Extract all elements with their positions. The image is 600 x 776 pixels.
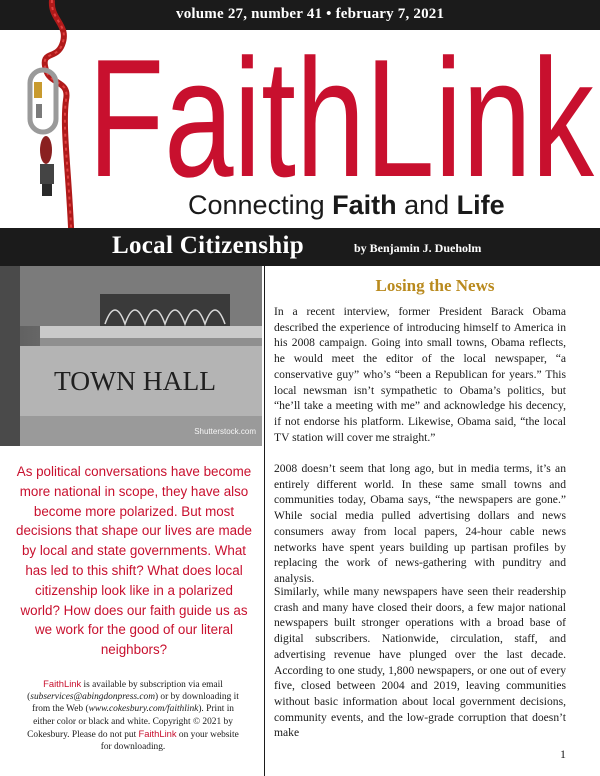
page-number: 1: [560, 747, 566, 761]
issue-title: Local Citizenship: [112, 232, 304, 259]
title-banner: [0, 228, 600, 266]
intro-text: As political conversations have become more national in scope, they have also become more polarized. But most decisions that shape our lives are made by local and state governments. What has led to this shift? What does local citizenship look like in a polarized world? How does our faith guide us as we work for the good of our literal neighbors?: [16, 464, 252, 658]
email-address: subservices@abingdonpress.com: [30, 692, 155, 703]
column-divider: [264, 266, 265, 776]
web-address: www.cokesbury.com/faithlink: [88, 704, 199, 715]
subscription-notice: [24, 678, 242, 753]
notice-text: ). Print in either color or black and white. Copyright © 2021 by Cokesbury. Please do not put: [27, 704, 234, 740]
article-paragraph: In a recent interview, former President Barack Obama described the experience of introducing himself to America in his 2008 campaign. Going into small towns, Obama reflects, he would meet the editor of the local newspaper, “a conservative guy” who’s “been a Republican for years.” This local newsman isn’t sympathetic to Obama’s politics, but “he’ll take a meeting with me” and acknowledge his decency, if not endorse his platform. Likewise, Obama said, “the local TV station will cover me straight.”: [274, 305, 566, 444]
tagline-and: and: [396, 190, 457, 220]
notice-text: ) or by downloading it from the Web (: [31, 692, 239, 715]
sign-text: TOWN HALL: [54, 366, 216, 396]
photo-watermark: Shutterstock.com: [194, 427, 256, 436]
article-heading: Losing the News: [375, 276, 495, 295]
tagline-faith: Faith: [332, 190, 397, 220]
town-hall-image: [0, 266, 262, 446]
tagline-life: Life: [456, 190, 505, 220]
notice-text: is available by subscription via email (: [27, 680, 223, 703]
author-byline: by Benjamin J. Dueholm: [354, 241, 482, 255]
article-paragraph: Similarly, while many newspapers have seen their readership crash and many have closed their doors, a few major national newspapers built stronger operations with a broad base of digital subscribers. Nationwide, circulation, staff, and advertising revenue have plunged over the last decade. According to one study, 1,800 newspapers, or one out of every five, closed between 2004 and 2019, leaving communities without basic information about local government decisions, community events, and the low-grade corruption that doesn’t make: [274, 585, 566, 740]
article-paragraph: 2008 doesn’t seem that long ago, but in media terms, it’s an entirely different world. In these same small towns and communities today, Obama says, “the newspapers are gone.” While social media pulled advertising dollars and news consumers away from local papers, 24-hour cable news networks have spent years building up partisan profiles by replacing the work of news-gathering with punditry and analysis.: [274, 462, 566, 585]
notice-text: on your website for downloading.: [100, 729, 239, 753]
rope-carabiner-icon: [0, 0, 110, 252]
logo-text: FaithLink: [88, 38, 595, 188]
town-hall-photo: [0, 266, 262, 446]
issue-line: volume 27, number 41 • february 7, 2021: [176, 6, 445, 22]
town-hall-sign: [50, 362, 220, 398]
faithlink-logo: [88, 38, 598, 188]
tagline: [188, 190, 505, 221]
tagline-connecting: Connecting: [188, 190, 333, 220]
brand-name: FaithLink: [138, 727, 177, 739]
brand-name: FaithLink: [43, 678, 82, 689]
